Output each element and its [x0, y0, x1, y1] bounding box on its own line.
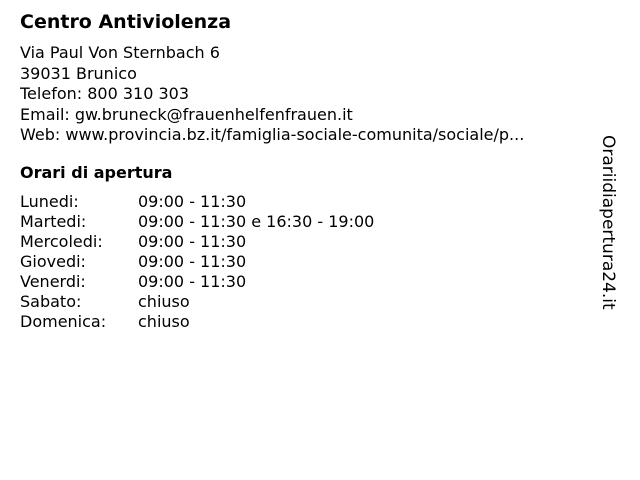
city-line: 39031 Brunico: [20, 63, 137, 83]
time-value: 09:00 - 11:30: [138, 231, 247, 251]
day-label: Venerdi:: [20, 271, 86, 291]
hours-row-giovedi: [20, 252, 590, 272]
hours-row-mercoledi: [20, 232, 590, 252]
street-address: Via Paul Von Sternbach 6: [20, 43, 220, 62]
opening-hours-title: Orari di apertura: [20, 162, 173, 182]
hours-row-domenica: [20, 312, 590, 332]
web-line: Web: www.provincia.bz.it/famiglia-sociale-comunita/sociale/p...: [20, 125, 525, 144]
hours-row-martedi: [20, 212, 590, 232]
page-title: Centro Antiviolenza: [20, 11, 232, 33]
time-value: 09:00 - 11:30: [138, 271, 247, 291]
day-label: Giovedi:: [20, 251, 86, 271]
business-card: [20, 9, 590, 332]
time-value: chiuso: [138, 291, 190, 311]
time-value: chiuso: [138, 311, 190, 331]
day-label: Domenica:: [20, 311, 107, 331]
email-line: Email: gw.bruneck@frauenhelfenfrauen.it: [20, 104, 353, 124]
hours-row-lunedi: [20, 192, 590, 212]
opening-hours-table: [20, 192, 590, 332]
hours-row-sabato: [20, 292, 590, 312]
site-watermark: Orariidiapertura24.it: [598, 135, 618, 310]
time-value: 09:00 - 11:30 e 16:30 - 19:00: [138, 211, 375, 231]
time-value: 09:00 - 11:30: [138, 191, 247, 211]
day-label: Mercoledi:: [20, 231, 103, 251]
hours-row-venerdi: [20, 272, 590, 292]
phone-line: Telefon: 800 310 303: [20, 84, 190, 103]
time-value: 09:00 - 11:30: [138, 251, 247, 271]
day-label: Sabato:: [20, 291, 82, 311]
day-label: Lunedi:: [20, 191, 79, 211]
day-label: Martedi:: [20, 211, 87, 231]
address-block: [20, 43, 590, 146]
